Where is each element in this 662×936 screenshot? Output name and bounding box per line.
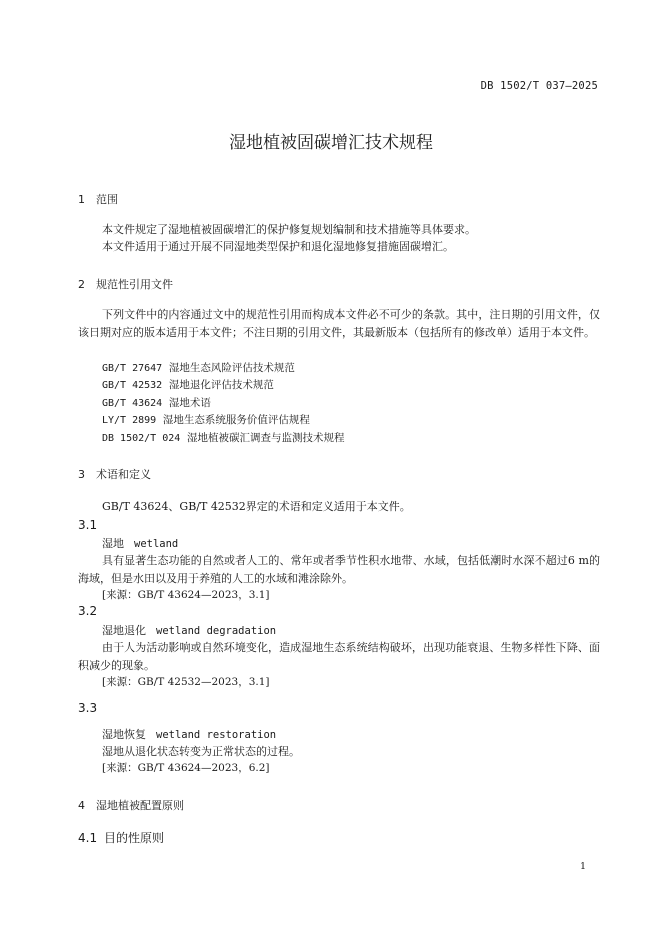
term-heading (102, 535, 178, 551)
scope-paragraph-2: 本文件适用于通过开展不同湿地类型保护和退化湿地修复措施固碳增汇。 (102, 240, 454, 253)
term-chinese: 湿地恢复 (102, 728, 146, 741)
term-english: wetland degradation (156, 625, 277, 637)
reference-code: DB 1502/T 024 (102, 433, 181, 444)
section-number: 4.1 (78, 831, 98, 845)
term-number: 3.3 (78, 701, 98, 715)
term-chinese: 湿地退化 (102, 624, 146, 637)
terms-intro: GB/T 43624、GB/T 42532界定的术语和定义适用于本文件。 (102, 500, 411, 513)
reference-name: 湿地退化评估技术规范 (168, 379, 274, 391)
document-title: 湿地植被固碳增汇技术规程 (229, 133, 433, 153)
reference-item (102, 360, 295, 375)
page-number: 1 (579, 861, 586, 872)
reference-name: 湿地生态系统服务价值评估规程 (162, 414, 310, 426)
term-chinese: 湿地 (102, 537, 124, 550)
term-definition: 具有显著生态功能的自然或者人工的、常年或者季节性积水地带、水域，包括低潮时水深不超过6 m的海域，但是水田以及用于养殖的人工的水域和滩涂除外。 (78, 554, 600, 585)
reference-name: 湿地术语 (168, 397, 211, 409)
reference-code: GB/T 43624 (102, 398, 163, 409)
reference-item (102, 377, 274, 392)
reference-code: GB/T 42532 (102, 380, 163, 391)
term-heading (102, 622, 276, 638)
section-title: 规范性引用文件 (96, 278, 173, 291)
section-title: 术语和定义 (96, 468, 151, 481)
reference-code: GB/T 27647 (102, 363, 163, 374)
term-number: 3.1 (78, 518, 98, 532)
scope-paragraph-1: 本文件规定了湿地植被固碳增汇的保护修复规划编制和技术措施等具体要求。 (102, 223, 476, 236)
term-english: wetland (134, 538, 179, 550)
term-english: wetland restoration (156, 729, 277, 741)
section-heading-4-1 (78, 829, 164, 846)
reference-name: 湿地生态风险评估技术规范 (168, 362, 295, 374)
section-number: 1 (78, 193, 85, 206)
reference-item (102, 430, 344, 445)
section-number: 2 (78, 278, 85, 291)
reference-name: 湿地植被碳汇调查与监测技术规程 (186, 432, 345, 444)
term-source: [来源：GB/T 43624—2023，3.1] (102, 589, 270, 601)
term-number: 3.2 (78, 604, 98, 618)
term-heading (102, 726, 276, 742)
reference-item (102, 395, 211, 410)
section-heading-2 (78, 276, 173, 292)
term-definition: 湿地从退化状态转变为正常状态的过程。 (102, 745, 300, 758)
reference-code: LY/T 2899 (102, 415, 157, 426)
section-number: 4 (78, 799, 85, 812)
term-source: [来源：GB/T 43624—2023，6.2] (102, 762, 270, 774)
section-heading-1 (78, 191, 118, 207)
term-definition: 由于人为活动影响或自然环境变化，造成湿地生态系统结构破坏，出现功能衰退、生物多样性下降、面积减少的现象。 (78, 641, 600, 672)
reference-item (102, 412, 310, 427)
normative-intro: 下列文件中的内容通过文中的规范性引用而构成本文件必不可少的条款。其中，注日期的引用文件，仅该日期对应的版本适用于本文件；不注日期的引用文件，其最新版本（包括所有的修改单）适用于本文件。 (78, 308, 600, 339)
section-heading-4 (78, 797, 184, 813)
term-source: [来源：GB/T 42532—2023，3.1] (102, 676, 270, 688)
document-code: DB 1502/T 037—2025 (480, 80, 598, 92)
section-number: 3 (78, 468, 85, 481)
section-title: 湿地植被配置原则 (96, 799, 184, 812)
section-title: 目的性原则 (104, 831, 165, 845)
section-title: 范围 (96, 193, 118, 206)
section-heading-3 (78, 466, 151, 482)
